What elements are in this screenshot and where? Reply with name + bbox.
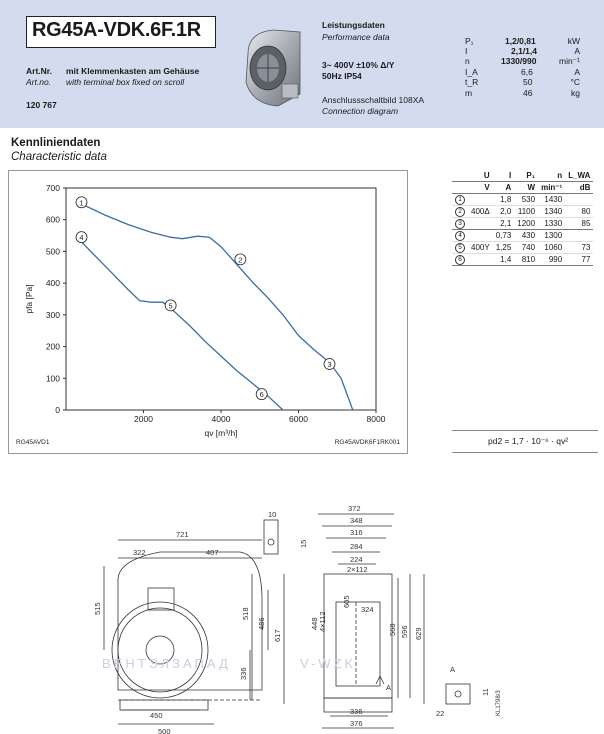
spec-cell: 1340 <box>544 207 563 216</box>
spec-cell: 990 <box>548 255 563 264</box>
dim-568: 568 <box>388 623 397 636</box>
spec-table-wrap <box>452 170 598 266</box>
dim-372: 372 <box>348 504 361 513</box>
formula-rule-bottom <box>452 452 598 453</box>
formula-rule <box>452 430 598 431</box>
spec-cell: P₁ <box>526 171 536 180</box>
perf-values <box>465 36 580 106</box>
spec-row <box>452 194 593 206</box>
art-number: 120 767 <box>26 100 57 110</box>
spec-cell: 400Δ <box>471 207 490 216</box>
spec-cell: dB <box>579 183 591 192</box>
spec-cell <box>452 182 468 194</box>
spec-cell: A <box>505 183 512 192</box>
dim-515: 515 <box>93 602 102 615</box>
dim-4x112: 4×112 <box>318 611 327 632</box>
perf-val: 1,2/0,81 <box>505 36 536 46</box>
spec-units-row <box>452 182 593 194</box>
spec-cell: 430 <box>521 231 536 240</box>
spec-cell <box>452 194 468 206</box>
spec-row-marker: 5 <box>455 243 465 253</box>
spec-row-marker: 3 <box>455 219 465 229</box>
base-plate <box>120 700 208 710</box>
dim-284: 284 <box>350 542 363 551</box>
perf-sym: n <box>465 56 470 66</box>
perf-title-en: Performance data <box>322 32 390 42</box>
foot-detail <box>446 684 470 704</box>
perf-sym: P₁ <box>465 36 474 46</box>
perf-val: 1330/990 <box>501 56 537 66</box>
spec-cell: 2,1 <box>500 219 512 228</box>
perf-connection-en: Connection diagram <box>322 106 399 116</box>
fan-product-image <box>238 24 306 110</box>
spec-cell: 1,4 <box>500 255 512 264</box>
dim-10: 10 <box>268 510 277 519</box>
perf-connection-de: Anschlussschaltbild 108XA <box>322 95 425 105</box>
dim-322: 322 <box>133 548 146 557</box>
perf-title-de: Leistungsdaten <box>322 20 385 30</box>
spec-cell: min⁻¹ <box>541 183 563 192</box>
y-tick-label: 600 <box>45 214 60 225</box>
perf-val: 50 <box>523 77 533 87</box>
bracket-hole <box>268 539 274 545</box>
perf-sym: m <box>465 88 473 98</box>
spec-cell <box>452 254 468 266</box>
spec-row-marker: 2 <box>455 207 465 217</box>
characteristic-title-en: Characteristic data <box>11 151 107 163</box>
view-a-label: A <box>386 683 392 692</box>
dim-224: 224 <box>350 555 363 564</box>
dim-336-side: 336 <box>350 707 363 716</box>
perf-val: 46 <box>523 88 533 98</box>
characteristic-chart <box>8 170 408 454</box>
perf-row <box>465 88 580 99</box>
spec-cell: 77 <box>581 255 591 264</box>
artno-label: Art.no. <box>26 77 52 87</box>
perf-frequency: 50Hz IP54 <box>322 71 362 81</box>
bracket-detail <box>264 520 278 554</box>
spec-row-marker: 1 <box>455 195 465 205</box>
dim-448: 448 <box>310 617 319 630</box>
plot-area <box>66 188 376 410</box>
spec-cell: 1430 <box>544 195 563 204</box>
dim-596: 596 <box>400 625 409 638</box>
spec-cell: 80 <box>581 207 591 216</box>
y-tick-label: 700 <box>45 183 60 193</box>
dim-376: 376 <box>350 719 363 728</box>
curve-marker-label: 3 <box>327 360 332 370</box>
spec-cell: 1300 <box>544 231 563 240</box>
y-tick-label: 300 <box>45 309 60 320</box>
dimension-drawing <box>0 490 604 734</box>
artno-desc: with terminal box fixed on scroll <box>66 77 185 87</box>
dim-348: 348 <box>350 516 363 525</box>
spec-cell: 530 <box>521 195 536 204</box>
dim-500: 500 <box>158 727 171 734</box>
spec-cell: I <box>509 171 512 180</box>
perf-val: 2,1/1,4 <box>511 46 537 56</box>
chart-footer-right: RG45AVDK6F1RK001 <box>334 439 400 446</box>
artnr-label: Art.Nr. <box>26 66 52 76</box>
spec-cell <box>452 242 468 254</box>
spec-cell: 2,0 <box>500 207 512 216</box>
spec-cell <box>452 230 468 242</box>
spec-row <box>452 254 593 266</box>
y-tick-label: 400 <box>45 278 60 289</box>
spec-cell <box>452 206 468 218</box>
spec-header-row <box>452 170 593 182</box>
spec-cell: n <box>557 171 563 180</box>
perf-sym: I <box>465 46 468 56</box>
dim-2x112: 2×112 <box>347 565 368 574</box>
y-tick-label: 0 <box>55 405 60 415</box>
curve-marker-label: 1 <box>79 198 84 208</box>
x-tick-label: 2000 <box>134 414 153 424</box>
spec-cell: 740 <box>521 243 536 252</box>
artnr-desc: mit Klemmenkasten am Gehäuse <box>66 66 200 76</box>
spec-cell: W <box>527 183 536 192</box>
spec-row-marker: 6 <box>455 255 465 265</box>
perf-unit: min⁻¹ <box>558 56 580 66</box>
curve-marker-label: 6 <box>259 390 264 400</box>
perf-sym: t_R <box>465 77 479 87</box>
spec-cell: 1330 <box>544 219 563 228</box>
dim-486: 486 <box>257 617 266 630</box>
side-inlet <box>336 602 380 686</box>
model-title: RG45A-VDK.6F.1R <box>32 19 201 41</box>
spec-cell: 1,8 <box>500 195 512 204</box>
spec-cell: 1100 <box>517 207 536 216</box>
spec-cell: 1060 <box>544 243 563 252</box>
curve-marker-label: 4 <box>79 233 84 243</box>
perf-unit: °C <box>570 77 580 87</box>
dim-324: 324 <box>361 605 374 614</box>
dim-605: 605 <box>342 595 351 608</box>
impeller-ring-inner <box>118 608 202 692</box>
impeller-ring-outer <box>112 602 208 698</box>
dim-336: 336 <box>239 667 248 680</box>
perf-unit: kW <box>567 36 580 46</box>
spec-table <box>452 170 593 266</box>
dim-450: 450 <box>150 711 163 720</box>
terminal-box <box>148 588 174 610</box>
dim-15: 15 <box>299 539 308 548</box>
watermark-right: V-WZK <box>300 656 357 671</box>
dim-11: 11 <box>481 688 490 696</box>
foot-hole <box>455 691 461 697</box>
dim-22: 22 <box>436 709 445 718</box>
pd2-formula: pd2 = 1,7 · 10⁻⁶ · qv² <box>488 436 569 446</box>
perf-supply: 3~ 400V ±10% Δ/Y <box>322 60 395 70</box>
spec-cell: 85 <box>581 219 591 228</box>
chart-footer-left: RG45AVD1 <box>16 439 50 446</box>
perf-row <box>465 56 580 67</box>
spec-cell: 1200 <box>517 219 536 228</box>
x-tick-label: 6000 <box>289 414 308 424</box>
y-tick-label: 200 <box>45 341 60 352</box>
spec-cell: L_WA <box>568 171 591 180</box>
perf-val: 6,6 <box>521 67 533 77</box>
perf-row <box>465 77 580 88</box>
spec-cell: 400Y <box>471 243 490 252</box>
spec-row <box>452 218 593 230</box>
watermark-left: ВЕНТЭЛЗАПАД <box>102 656 231 671</box>
spec-row <box>452 206 593 218</box>
spec-cell <box>565 230 593 242</box>
spec-row-marker: 4 <box>455 231 465 241</box>
curve-marker-label: 5 <box>168 301 173 311</box>
x-tick-label: 4000 <box>211 414 231 424</box>
perf-sym: I_A <box>465 67 478 77</box>
y-axis-label: pfa [Pa] <box>24 284 34 314</box>
spec-cell: 0,73 <box>495 231 512 240</box>
dim-316: 316 <box>350 528 363 537</box>
detail-a-label: A <box>450 665 456 674</box>
dim-407: 407 <box>206 548 219 557</box>
spec-cell <box>565 194 593 206</box>
dim-518: 518 <box>241 607 250 620</box>
spec-cell: U <box>483 171 490 180</box>
spec-cell <box>468 218 493 230</box>
x-tick-label: 8000 <box>366 414 386 424</box>
spec-cell: 810 <box>521 255 536 264</box>
dim-617: 617 <box>273 629 282 642</box>
spec-row <box>452 242 593 254</box>
curve-marker-label: 2 <box>238 255 243 265</box>
spec-row <box>452 230 593 242</box>
spec-cell <box>452 218 468 230</box>
characteristic-title-de: Kennliniendaten <box>11 137 101 149</box>
y-tick-label: 100 <box>45 373 60 384</box>
spec-cell: V <box>484 183 490 192</box>
dim-721: 721 <box>176 530 189 539</box>
perf-unit: A <box>574 46 580 56</box>
curve-4-6 <box>82 242 284 410</box>
spec-cell <box>468 230 493 242</box>
perf-unit: kg <box>571 88 580 98</box>
spec-cell: 1,25 <box>495 243 512 252</box>
dim-629: 629 <box>414 627 423 640</box>
spec-cell <box>468 194 493 206</box>
curve-1-3 <box>82 204 353 410</box>
perf-unit: A <box>574 67 580 77</box>
spec-cell <box>468 254 493 266</box>
spec-cell <box>452 170 468 182</box>
y-tick-label: 500 <box>45 246 60 257</box>
spec-cell: 73 <box>581 243 591 252</box>
drawing-code: KL1798/3 <box>496 690 502 716</box>
x-axis-label: qv [m³/h] <box>204 428 238 438</box>
